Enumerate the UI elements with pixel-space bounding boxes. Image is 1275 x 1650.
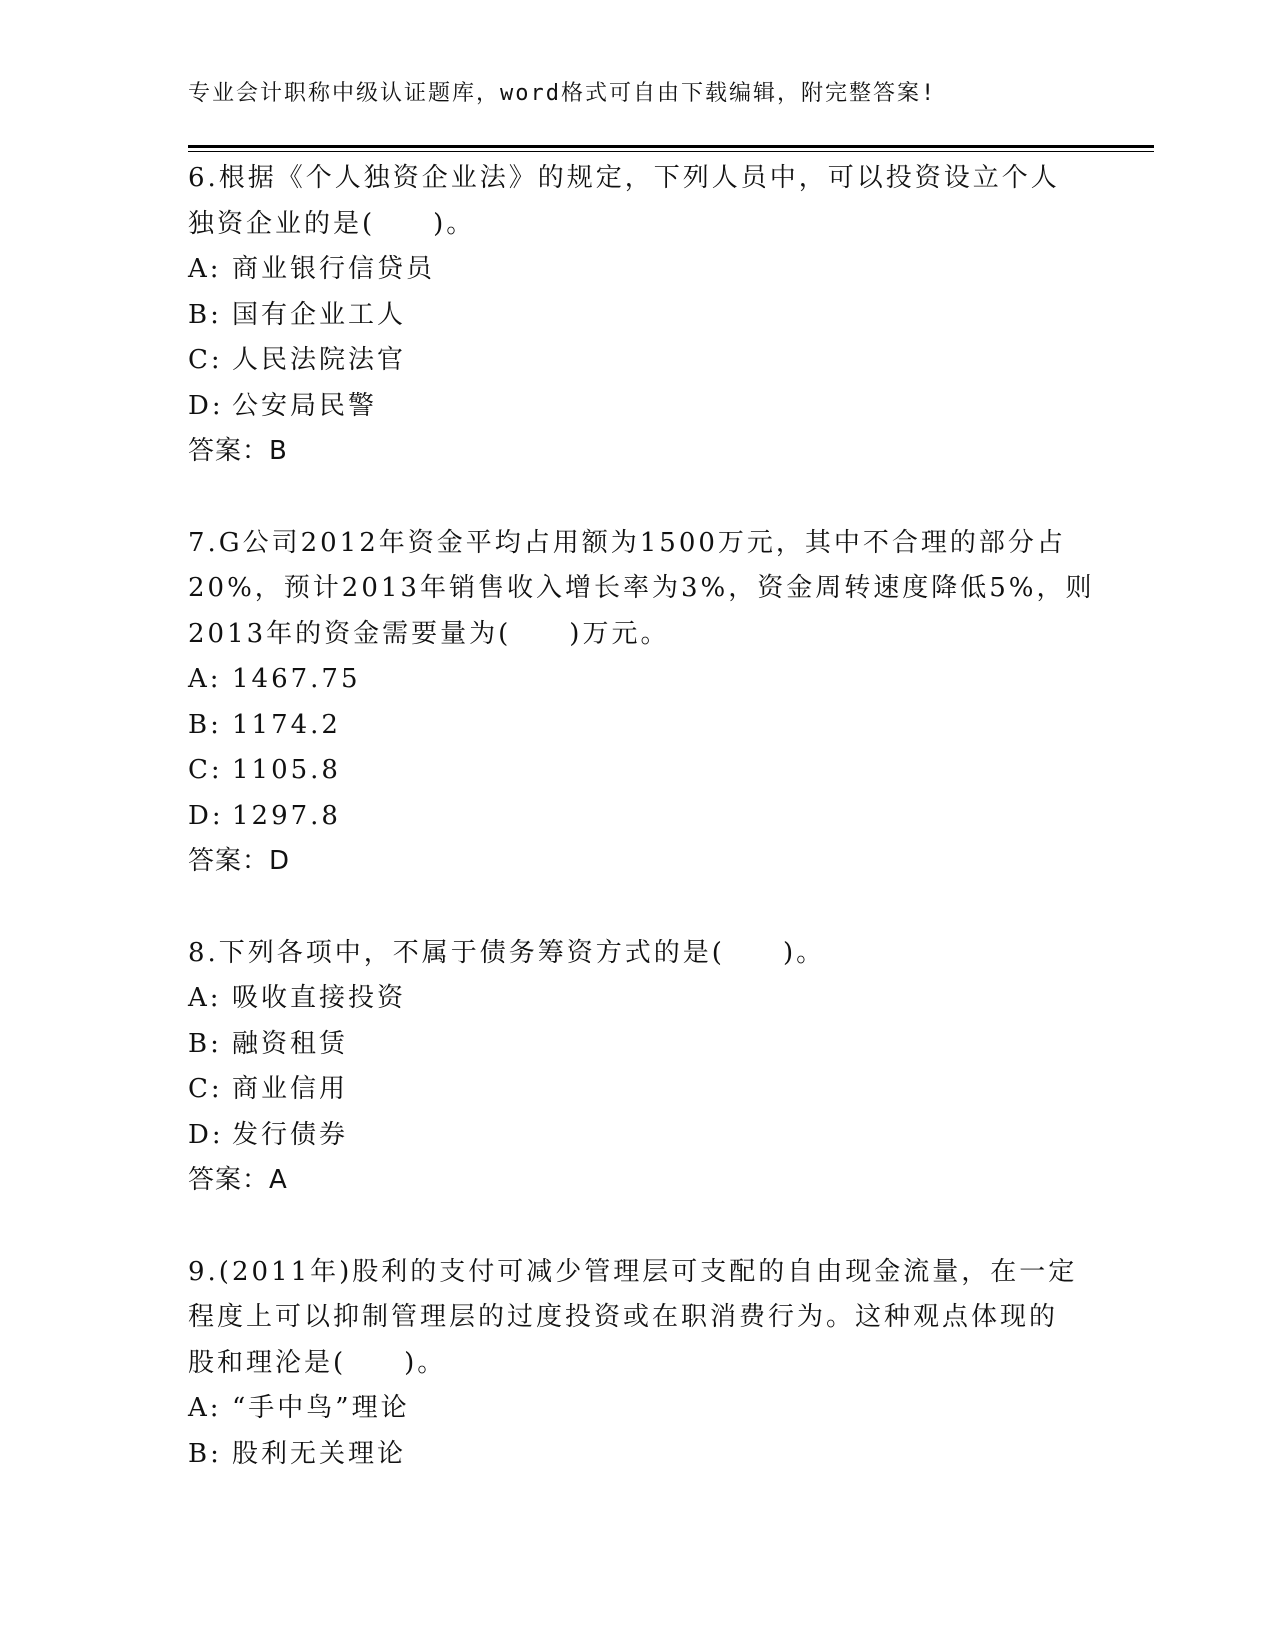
option-b [188,1432,1088,1478]
option-text: 1105.8 [232,755,341,785]
question-8 [188,931,1088,1204]
question-stem-line: 8.下列各项中，不属于债务筹资方式的是( )。 [188,937,826,968]
option-a [188,657,1088,703]
option-text: 商业银行信贷员 [232,254,436,284]
option-letter: B: [188,299,222,330]
page-header: 专业会计职称中级认证题库，word格式可自由下载编辑，附完整答案! [188,81,937,106]
question-7 [188,521,1095,885]
option-letter: B: [188,1438,222,1469]
option-c [188,1067,1088,1113]
question-9 [188,1250,1088,1478]
option-letter: B: [188,1028,222,1059]
option-b [188,703,1088,749]
answer-line: 答案：B [188,436,288,466]
option-letter: A: [188,664,222,694]
option-text: 1467.75 [232,664,361,694]
option-text: 公安局民警 [232,390,378,421]
option-b [188,1022,1088,1068]
option-text: 发行债券 [232,1119,349,1150]
option-text: 商业信用 [232,1074,349,1104]
option-text: 1297.8 [232,800,341,831]
option-a [188,976,1088,1022]
option-d [188,1113,1088,1159]
question-stem-line: 2013年的资金需要量为( )万元。 [188,618,670,649]
option-text: 吸收直接投资 [232,983,407,1013]
question-stem-line: 9.(2011年)股利的支付可减少管理层可支配的自由现金流量，在一定 [188,1256,1078,1287]
question-stem-line: 股和理沦是( )。 [188,1347,447,1378]
option-a [188,247,1088,293]
question-stem-line: 6.根据《个人独资企业法》的规定，下列人员中，可以投资设立个人 [188,163,1060,193]
option-letter: C: [188,345,223,375]
answer-line: 答案：D [188,846,291,876]
answer-line: 答案：A [188,1165,288,1195]
question-stem-line: 20%，预计2013年销售收入增长率为3%，资金周转速度降低5%，则 [188,573,1095,603]
option-letter: A: [188,254,222,284]
question-stem-line: 程度上可以抑制管理层的过度投资或在职消费行为。这种观点体现的 [188,1302,1059,1332]
option-a [188,1386,1088,1432]
question-stem-line: 独资企业的是( )。 [188,208,476,239]
option-text: “手中鸟”理论 [232,1393,410,1423]
option-letter: D: [188,800,224,831]
option-letter: A: [188,1393,222,1423]
option-text: 股利无关理论 [232,1438,407,1469]
option-c [188,748,1088,794]
question-list [188,156,1095,1523]
option-d [188,384,1088,430]
option-letter: C: [188,1074,223,1104]
option-text: 国有企业工人 [232,299,407,330]
question-6 [188,156,1088,475]
option-b [188,293,1088,339]
option-letter: D: [188,390,224,421]
option-letter: B: [188,709,222,740]
header-rule-thin [188,151,1154,152]
option-text: 1174.2 [232,709,341,740]
option-letter: A: [188,983,222,1013]
option-d [188,794,1088,840]
option-letter: D: [188,1119,224,1150]
option-letter: C: [188,755,223,785]
question-stem-line: 7.G公司2012年资金平均占用额为1500万元，其中不合理的部分占 [188,527,1066,558]
option-text: 人民法院法官 [232,345,407,375]
option-c [188,338,1088,384]
option-text: 融资租赁 [232,1028,349,1059]
header-rule-thick [188,145,1154,148]
